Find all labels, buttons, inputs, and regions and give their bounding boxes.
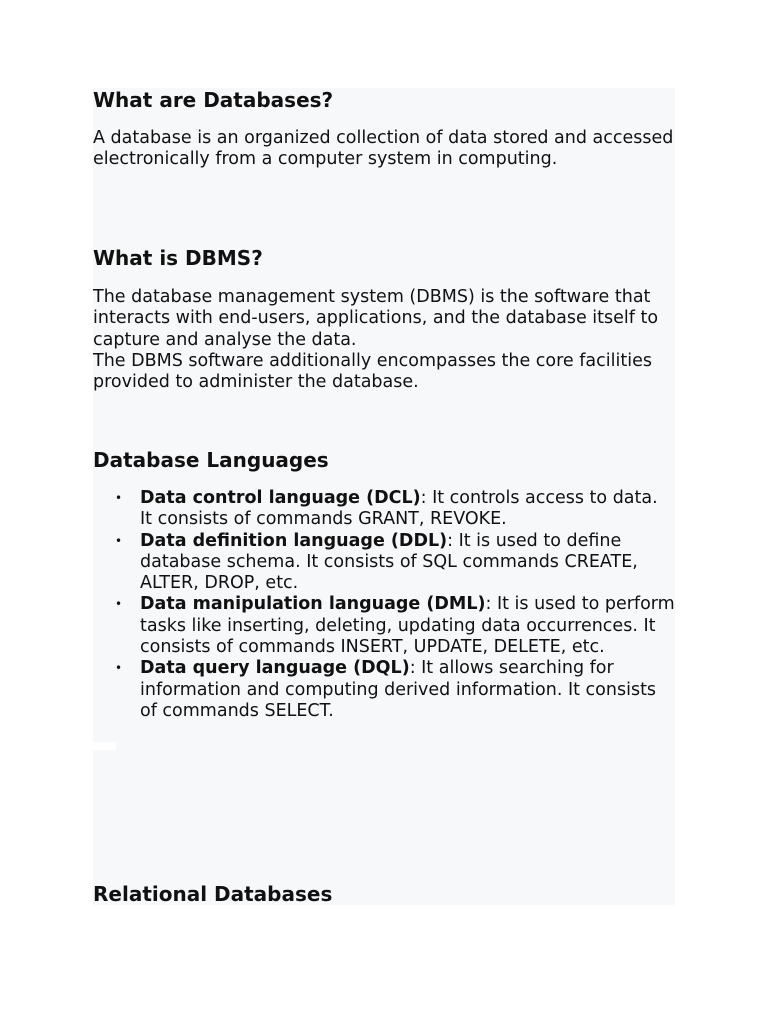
section-databases: [93, 88, 675, 112]
bullet-icon: •: [115, 491, 123, 505]
description-dcl: : It controls access to data. It consists of commands GRANT, REVOKE.: [140, 488, 658, 530]
term-dcl: Data control language (DCL): [140, 488, 421, 508]
description-dml: : It is used to perform tasks like inserting, deleting, updating data occurrences. It consists of commands INSERT, UPDATE, DELETE, etc.: [140, 594, 675, 658]
list-item-dcl: [93, 488, 675, 531]
list-gutter-gap: [93, 742, 116, 750]
bullet-icon: •: [115, 597, 123, 612]
term-dql: Data query language (DQL): [140, 658, 410, 679]
heading-what-are-databases: What are Databases?: [93, 88, 334, 112]
list-item-dql: [93, 658, 675, 722]
section-relational: [93, 882, 675, 906]
term-ddl: Data definition language (DDL): [140, 530, 448, 551]
languages-list: [93, 488, 675, 722]
description-ddl: : It is used to define database schema. It consists of SQL commands CREATE, ALTER, DROP, etc.: [140, 530, 638, 594]
languages-list-container: [93, 488, 675, 722]
section-databases-body: [93, 128, 675, 171]
term-dml: Data manipulation language (DML): [140, 594, 486, 615]
section-dbms-body: [93, 287, 675, 393]
bullet-icon: •: [115, 533, 123, 548]
list-item-dml: [93, 594, 675, 658]
section-languages: [93, 448, 675, 472]
heading-database-languages: Database Languages: [93, 448, 329, 472]
section-dbms: [93, 246, 675, 270]
heading-what-is-dbms: What is DBMS?: [93, 246, 263, 270]
list-item-ddl: [93, 531, 675, 595]
heading-relational-databases: Relational Databases: [93, 882, 333, 906]
paragraph-dbms-facilities: The DBMS software additionally encompasses the core facilities provided to administer the database.: [93, 350, 652, 393]
description-dql: : It allows searching for information and computing derived information. It consists of commands SELECT.: [140, 658, 657, 721]
paragraph-database-definition: A database is an organized collection of data stored and accessed electronically from a computer system in computing.: [93, 128, 674, 170]
bullet-icon: •: [115, 661, 123, 676]
paragraph-dbms-definition: The database management system (DBMS) is the software that interacts with end-users, applications, and the database itself to capture and analyse the data.: [93, 287, 659, 350]
